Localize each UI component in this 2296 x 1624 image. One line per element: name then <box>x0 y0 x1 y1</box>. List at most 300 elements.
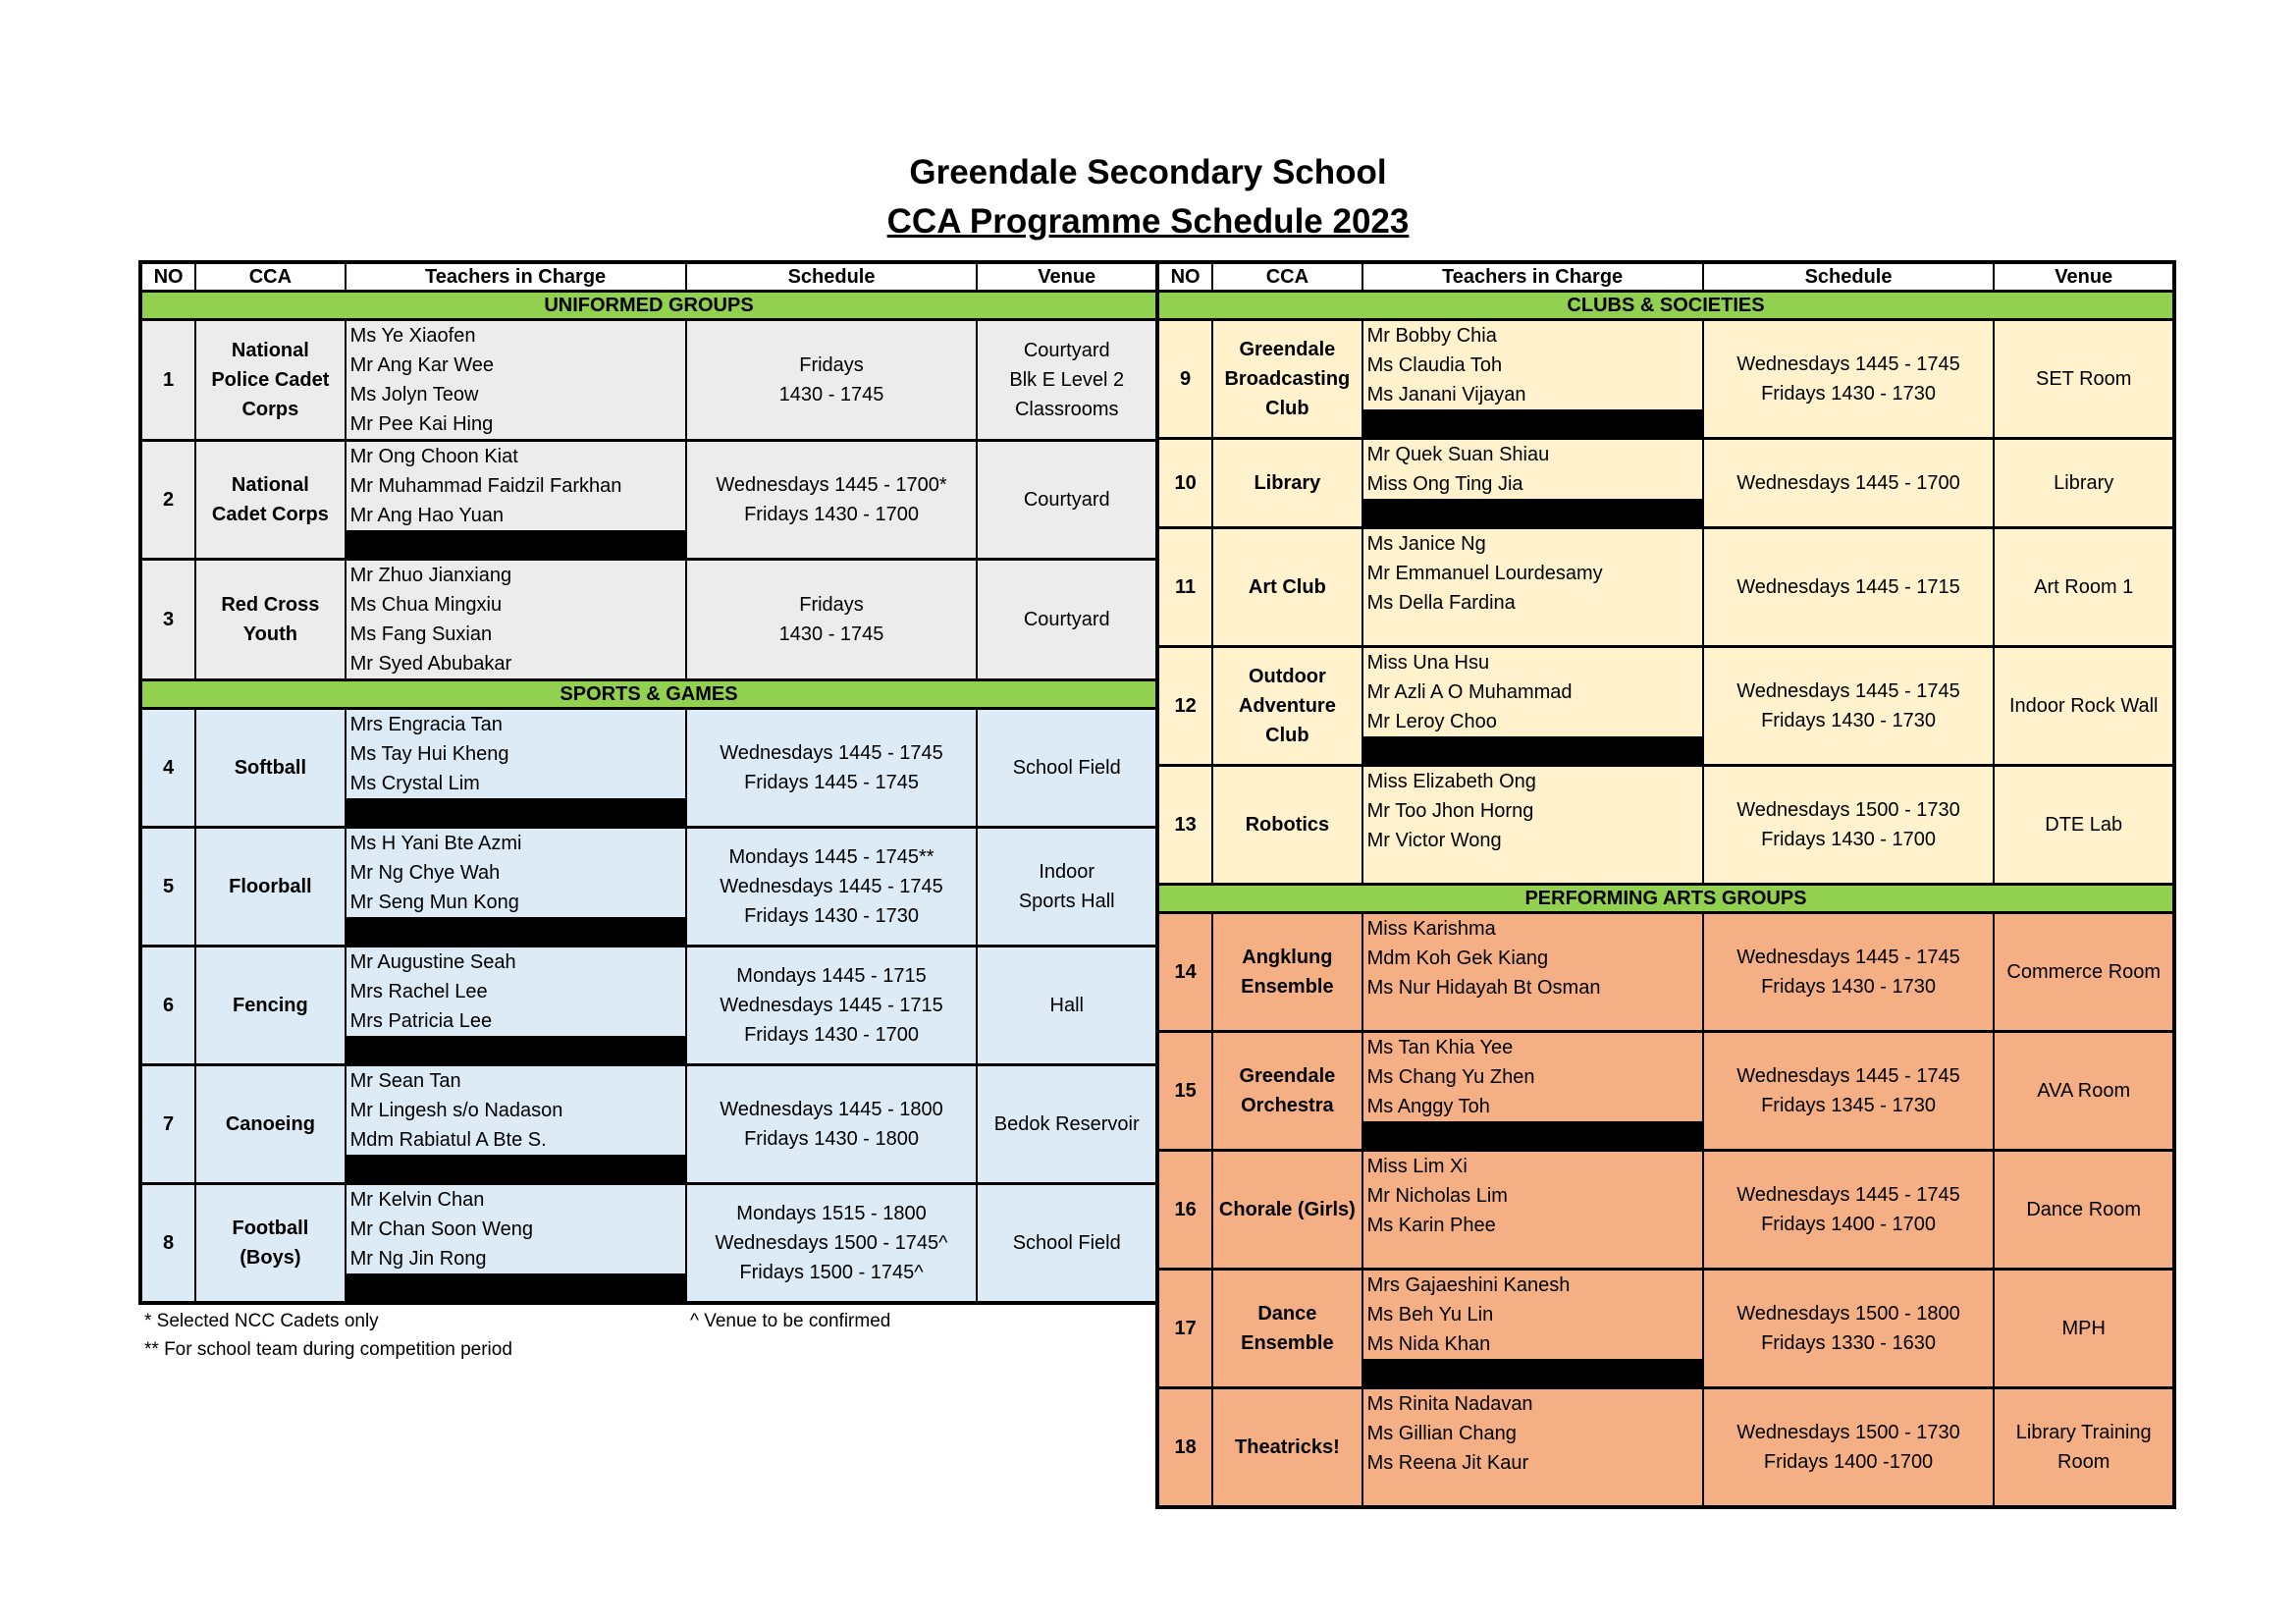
venue <box>977 320 1157 441</box>
teacher-line: Mrs Patricia Lee <box>349 1010 493 1032</box>
venue-line: Art Room 1 <box>2034 576 2134 598</box>
teacher-line: Ms Janani Vijayan <box>1366 384 1526 406</box>
teachers-in-charge <box>1362 1270 1703 1388</box>
cca-row <box>1157 320 2174 439</box>
cca-row <box>140 709 1157 828</box>
cca-name <box>1212 913 1362 1032</box>
schedule-line: Fridays <box>799 354 864 376</box>
cca-name-line: Floorball <box>229 876 312 897</box>
teacher-list <box>347 1185 685 1301</box>
teacher-list <box>1363 1389 1702 1505</box>
col-schedule: Schedule <box>1703 262 1995 292</box>
schedule-line: Fridays 1430 - 1730 <box>744 905 919 927</box>
teacher-line: Mr Kelvin Chan <box>349 1189 485 1211</box>
venue-line: School Field <box>1012 757 1121 779</box>
cca-name-line: Art Club <box>1248 576 1326 598</box>
venue-line: Sports Hall <box>1018 891 1115 912</box>
schedule <box>686 320 978 441</box>
schedule-line: Wednesdays 1445 - 1745 <box>1736 947 1960 968</box>
teacher-line: Mr Emmanuel Lourdesamy <box>1366 563 1603 584</box>
schedule <box>686 441 978 560</box>
teacher-line: Mr Nicholas Lim <box>1366 1185 1508 1207</box>
teachers-in-charge <box>1362 1388 1703 1508</box>
black-bar <box>1363 409 1702 437</box>
cca-number: 11 <box>1157 528 1212 647</box>
cca-name <box>195 320 345 441</box>
venue-line: Courtyard <box>1023 609 1110 630</box>
cca-name <box>1212 647 1362 766</box>
cca-row <box>140 947 1157 1065</box>
venue <box>977 560 1157 680</box>
cca-number: 5 <box>140 828 195 947</box>
cca-name-line: Broadcasting <box>1224 368 1351 390</box>
teacher-line: Mr Ang Kar Wee <box>349 354 494 376</box>
teacher-line: Mr Victor Wong <box>1366 830 1502 851</box>
schedule-line: Fridays 1430 - 1700 <box>744 504 919 525</box>
schedule <box>1703 439 1995 528</box>
schedule-line: Fridays 1430 - 1700 <box>744 1024 919 1046</box>
cca-name-line: Club <box>1265 398 1309 419</box>
schedule-line: Wednesdays 1500 - 1800 <box>1736 1303 1960 1325</box>
cca-number: 9 <box>1157 320 1212 439</box>
teachers-in-charge <box>1362 528 1703 647</box>
schedule-line: Fridays 1430 - 1800 <box>744 1128 919 1150</box>
teacher-list <box>347 1066 685 1182</box>
teachers-in-charge <box>346 1184 686 1304</box>
cca-row <box>140 441 1157 560</box>
schedule-line: Wednesdays 1445 - 1700 <box>1736 472 1960 494</box>
cca-name-line: Orchestra <box>1241 1095 1334 1116</box>
teachers-in-charge <box>346 709 686 828</box>
cca-name <box>195 828 345 947</box>
teacher-line: Mr Ng Jin Rong <box>349 1248 487 1270</box>
cca-number: 6 <box>140 947 195 1065</box>
cca-number: 2 <box>140 441 195 560</box>
venue <box>977 441 1157 560</box>
venue <box>977 828 1157 947</box>
teacher-line: Ms Nur Hidayah Bt Osman <box>1366 977 1601 999</box>
cca-name-line: Angklung <box>1242 947 1333 968</box>
schedule-line: Wednesdays 1445 - 1715 <box>1736 576 1960 598</box>
schedule-table-right <box>1155 260 2176 1509</box>
cca-name-line: Corps <box>241 399 299 420</box>
teacher-line: Ms Reena Jit Kaur <box>1366 1452 1529 1474</box>
schedule-line: Fridays <box>799 594 864 616</box>
cca-name-line: Canoeing <box>225 1113 315 1135</box>
cca-number: 1 <box>140 320 195 441</box>
teacher-spacer <box>1363 855 1702 883</box>
cca-number: 3 <box>140 560 195 680</box>
cca-row <box>1157 1032 2174 1151</box>
col-cca: CCA <box>1212 262 1362 292</box>
schedule-line: Fridays 1430 - 1730 <box>1761 710 1936 731</box>
teacher-list <box>1363 529 1702 645</box>
teacher-line: Ms Beh Yu Lin <box>1366 1304 1494 1326</box>
section-title: CLUBS & SOCIETIES <box>1157 292 2174 320</box>
teacher-line: Ms Jolyn Teow <box>349 384 479 406</box>
teacher-line: Ms Crystal Lim <box>349 773 480 794</box>
teacher-line: Miss Una Hsu <box>1366 652 1490 674</box>
cca-name <box>1212 1270 1362 1388</box>
teacher-line: Mr Ng Chye Wah <box>349 862 501 884</box>
schedule-line: Wednesdays 1445 - 1745 <box>1736 1065 1960 1087</box>
venue-line: School Field <box>1012 1232 1121 1254</box>
schedule-line: Wednesdays 1445 - 1745 <box>1736 680 1960 702</box>
cca-name <box>1212 320 1362 439</box>
teacher-line: Ms Tan Khia Yee <box>1366 1037 1514 1058</box>
cca-name-line: Red Cross <box>221 594 320 616</box>
schedule-line: Wednesdays 1500 - 1730 <box>1736 799 1960 821</box>
cca-name-line: Police Cadet <box>211 369 330 391</box>
teacher-line: Ms Ye Xiaofen <box>349 325 476 347</box>
cca-row <box>1157 647 2174 766</box>
cca-row <box>1157 1151 2174 1270</box>
teacher-list <box>347 710 685 826</box>
venue <box>1994 1032 2174 1151</box>
venue-line: Classrooms <box>1014 399 1119 420</box>
teacher-list <box>1363 1271 1702 1386</box>
cca-row <box>1157 439 2174 528</box>
cca-row <box>1157 528 2174 647</box>
teacher-spacer <box>1363 618 1702 645</box>
schedule-line: Fridays 1400 - 1700 <box>1761 1214 1936 1235</box>
black-bar <box>347 798 685 826</box>
teacher-line: Mrs Gajaeshini Kanesh <box>1366 1274 1571 1296</box>
venue <box>1994 320 2174 439</box>
venue <box>1994 647 2174 766</box>
black-bar <box>347 1273 685 1301</box>
teacher-line: Mr Augustine Seah <box>349 951 516 973</box>
cca-name <box>1212 528 1362 647</box>
venue-line: Dance Room <box>2026 1199 2142 1220</box>
teacher-list <box>347 829 685 945</box>
teacher-line: Mr Bobby Chia <box>1366 325 1497 347</box>
schedule <box>686 1184 978 1304</box>
teachers-in-charge <box>1362 320 1703 439</box>
teacher-list <box>1363 648 1702 764</box>
teacher-line: Mdm Koh Gek Kiang <box>1366 947 1549 969</box>
cca-number: 8 <box>140 1184 195 1304</box>
venue-line: Indoor <box>1039 861 1095 883</box>
page-title: CCA Programme Schedule 2023 <box>886 202 1410 241</box>
schedule-line: Fridays 1400 -1700 <box>1763 1451 1934 1473</box>
teachers-in-charge <box>1362 766 1703 885</box>
header-row <box>1157 262 2174 292</box>
black-bar <box>1363 1359 1702 1386</box>
schedule-line: Mondays 1445 - 1715 <box>736 965 927 987</box>
schedule-line: 1430 - 1745 <box>778 384 884 406</box>
schedule-line: Mondays 1445 - 1745** <box>728 846 934 868</box>
venue-line: Library Training <box>2015 1422 2152 1443</box>
col-no: NO <box>1157 262 1212 292</box>
cca-name <box>1212 1151 1362 1270</box>
teacher-list <box>347 561 685 678</box>
teacher-list <box>1363 1152 1702 1268</box>
schedule-line: Wednesdays 1500 - 1730 <box>1736 1422 1960 1443</box>
teacher-line: Mr Pee Kai Hing <box>349 413 494 435</box>
schedule-line: Fridays 1445 - 1745 <box>744 772 919 793</box>
cca-name <box>195 1184 345 1304</box>
teacher-line: Mr Zhuo Jianxiang <box>349 565 512 586</box>
teachers-in-charge <box>346 441 686 560</box>
schedule <box>1703 1151 1995 1270</box>
schedule-line: Fridays 1330 - 1630 <box>1761 1332 1936 1354</box>
schedule-table-left <box>138 260 1159 1305</box>
teacher-line: Ms Nida Khan <box>1366 1333 1491 1355</box>
cca-name <box>195 1065 345 1184</box>
venue <box>1994 1388 2174 1508</box>
teacher-line: Miss Elizabeth Ong <box>1366 771 1536 792</box>
schedule-line: Fridays 1430 - 1730 <box>1761 383 1936 405</box>
teacher-line: Mr Muhammad Faidzil Farkhan <box>349 475 622 497</box>
venue <box>1994 766 2174 885</box>
cca-name-line: Greendale <box>1239 1065 1336 1087</box>
teacher-line: Mr Chan Soon Weng <box>349 1218 533 1240</box>
venue <box>977 709 1157 828</box>
teacher-list <box>1363 1033 1702 1149</box>
cca-row <box>140 1184 1157 1304</box>
teacher-line: Mrs Rachel Lee <box>349 981 488 1002</box>
venue-line: Bedok Reservoir <box>993 1113 1140 1135</box>
cca-name-line: Adventure <box>1238 695 1336 717</box>
teacher-line: Mr Seng Mun Kong <box>349 892 519 913</box>
black-bar <box>1363 1121 1702 1149</box>
schedule-line: Fridays 1345 - 1730 <box>1761 1095 1936 1116</box>
cca-number: 14 <box>1157 913 1212 1032</box>
schedule <box>1703 647 1995 766</box>
venue-line: Indoor Rock Wall <box>2008 695 2159 717</box>
cca-row <box>140 320 1157 441</box>
cca-name-line: Fencing <box>233 995 308 1016</box>
cca-name <box>1212 1032 1362 1151</box>
schedule-line: Wednesdays 1445 - 1745 <box>720 876 943 897</box>
cca-name <box>1212 1388 1362 1508</box>
venue-line: DTE Lab <box>2045 814 2123 836</box>
teacher-line: Mr Lingesh s/o Nadason <box>349 1100 563 1121</box>
cca-name-line: Library <box>1254 472 1321 494</box>
col-venue: Venue <box>977 262 1157 292</box>
cca-row <box>140 560 1157 680</box>
cca-name <box>195 441 345 560</box>
teacher-line: Mr Quek Suan Shiau <box>1366 444 1550 465</box>
teacher-line: Ms Anggy Toh <box>1366 1096 1490 1117</box>
teacher-line: Ms H Yani Bte Azmi <box>349 833 522 854</box>
section-title: SPORTS & GAMES <box>140 680 1157 709</box>
venue <box>977 1184 1157 1304</box>
teacher-line: Mr Leroy Choo <box>1366 711 1497 732</box>
teacher-line: Ms Fang Suxian <box>349 623 493 645</box>
teacher-list <box>1363 767 1702 883</box>
cca-number: 18 <box>1157 1388 1212 1508</box>
cca-row <box>140 1065 1157 1184</box>
venue-line: Courtyard <box>1023 489 1110 511</box>
cca-name-line: Greendale <box>1239 339 1336 360</box>
header-row <box>140 262 1157 292</box>
cca-row <box>1157 1270 2174 1388</box>
black-bar <box>347 917 685 945</box>
venue-line: Room <box>2057 1451 2110 1473</box>
venue-line: Commerce Room <box>2006 961 2162 983</box>
cca-name <box>195 709 345 828</box>
schedule-line: Wednesdays 1500 - 1745^ <box>715 1232 948 1254</box>
cca-name-line: National <box>231 474 309 496</box>
cca-name-line: Outdoor <box>1248 666 1326 687</box>
cca-name <box>195 560 345 680</box>
cca-number: 15 <box>1157 1032 1212 1151</box>
section-uniformed <box>140 292 1157 320</box>
schedule <box>1703 1270 1995 1388</box>
cca-name-line: (Boys) <box>240 1247 301 1269</box>
schedule-line: 1430 - 1745 <box>778 623 884 645</box>
cca-number: 10 <box>1157 439 1212 528</box>
section-performing <box>1157 885 2174 913</box>
teacher-spacer <box>1363 1002 1702 1030</box>
black-bar <box>1363 736 1702 764</box>
schedule <box>686 828 978 947</box>
black-bar <box>1363 499 1702 526</box>
note-school-team: ** For school team during competition period <box>144 1339 512 1360</box>
black-bar <box>347 1155 685 1182</box>
schedule <box>686 560 978 680</box>
teacher-line: Ms Karin Phee <box>1366 1215 1496 1236</box>
cca-number: 13 <box>1157 766 1212 885</box>
teacher-list <box>347 442 685 558</box>
schedule-line: Wednesdays 1445 - 1745 <box>720 742 943 764</box>
schedule-line: Wednesdays 1445 - 1745 <box>1736 353 1960 375</box>
teachers-in-charge <box>346 320 686 441</box>
schedule-line: Fridays 1500 - 1745^ <box>739 1262 924 1283</box>
schedule-line: Wednesdays 1445 - 1700* <box>716 474 947 496</box>
cca-name-line: Softball <box>234 757 307 779</box>
schedule-line: Fridays 1430 - 1700 <box>1761 829 1936 850</box>
cca-number: 16 <box>1157 1151 1212 1270</box>
section-title: PERFORMING ARTS GROUPS <box>1157 885 2174 913</box>
venue-line: Blk E Level 2 <box>1009 369 1125 391</box>
cca-name-line: Robotics <box>1245 814 1330 836</box>
teacher-line: Mr Sean Tan <box>349 1070 461 1092</box>
teacher-line: Mr Syed Abubakar <box>349 653 512 675</box>
teacher-line: Mr Ang Hao Yuan <box>349 505 504 526</box>
black-bar <box>347 1036 685 1063</box>
teacher-list <box>347 321 685 439</box>
cca-number: 4 <box>140 709 195 828</box>
cca-name-line: Dance <box>1257 1303 1317 1325</box>
venue <box>977 1065 1157 1184</box>
col-schedule: Schedule <box>686 262 978 292</box>
teacher-line: Miss Karishma <box>1366 918 1496 940</box>
teachers-in-charge <box>346 947 686 1065</box>
black-bar <box>347 530 685 558</box>
venue <box>1994 528 2174 647</box>
schedule <box>686 1065 978 1184</box>
venue <box>1994 1151 2174 1270</box>
note-ncc: * Selected NCC Cadets only <box>144 1311 379 1331</box>
col-venue: Venue <box>1994 262 2174 292</box>
venue <box>1994 439 2174 528</box>
venue-line: SET Room <box>2036 368 2132 390</box>
schedule <box>1703 1032 1995 1151</box>
teacher-list <box>1363 440 1702 526</box>
teacher-line: Ms Della Fardina <box>1366 592 1516 614</box>
schedule <box>1703 320 1995 439</box>
schedule-line: Wednesdays 1445 - 1745 <box>1736 1184 1960 1206</box>
teacher-list <box>1363 321 1702 437</box>
teachers-in-charge <box>346 1065 686 1184</box>
teacher-line: Mdm Rabiatul A Bte S. <box>349 1129 547 1151</box>
teacher-line: Ms Claudia Toh <box>1366 354 1503 376</box>
cca-name <box>195 947 345 1065</box>
note-venue-tbc: ^ Venue to be confirmed <box>690 1311 891 1331</box>
cca-name-line: Theatricks! <box>1235 1436 1340 1458</box>
cca-name-line: Cadet Corps <box>211 504 329 525</box>
teacher-spacer <box>1363 1478 1702 1505</box>
section-sports <box>140 680 1157 709</box>
schedule-line: Fridays 1430 - 1730 <box>1761 976 1936 998</box>
cca-name-line: National <box>231 340 309 361</box>
cca-row <box>1157 1388 2174 1508</box>
cca-name <box>1212 439 1362 528</box>
cca-number: 12 <box>1157 647 1212 766</box>
cca-row <box>1157 913 2174 1032</box>
venue-line: Library <box>2054 472 2114 494</box>
col-cca: CCA <box>195 262 345 292</box>
teachers-in-charge <box>1362 439 1703 528</box>
venue-line: Hall <box>1049 995 1084 1016</box>
cca-name <box>1212 766 1362 885</box>
teacher-line: Ms Janice Ng <box>1366 533 1486 555</box>
schedule <box>686 947 978 1065</box>
cca-number: 17 <box>1157 1270 1212 1388</box>
venue <box>977 947 1157 1065</box>
venue <box>1994 1270 2174 1388</box>
teacher-line: Ms Chang Yu Zhen <box>1366 1066 1535 1088</box>
cca-name-line: Chorale (Girls) <box>1218 1199 1356 1220</box>
schedule <box>1703 528 1995 647</box>
teachers-in-charge <box>346 560 686 680</box>
col-teachers: Teachers in Charge <box>1362 262 1703 292</box>
venue <box>1994 913 2174 1032</box>
schedule-line: Wednesdays 1445 - 1715 <box>720 995 943 1016</box>
teacher-line: Ms Gillian Chang <box>1366 1423 1517 1444</box>
teachers-in-charge <box>346 828 686 947</box>
teacher-line: Ms Chua Mingxiu <box>349 594 503 616</box>
schedule <box>1703 766 1995 885</box>
schedule-line: Wednesdays 1445 - 1800 <box>720 1099 943 1120</box>
cca-name-line: Club <box>1265 725 1309 746</box>
venue-line: Courtyard <box>1023 340 1110 361</box>
col-no: NO <box>140 262 195 292</box>
teacher-list <box>347 947 685 1063</box>
teachers-in-charge <box>1362 1032 1703 1151</box>
teacher-line: Mr Ong Choon Kiat <box>349 446 518 467</box>
school-name: Greendale Secondary School <box>909 153 1387 191</box>
teacher-spacer <box>1363 1240 1702 1268</box>
teachers-in-charge <box>1362 913 1703 1032</box>
cca-number: 7 <box>140 1065 195 1184</box>
teachers-in-charge <box>1362 1151 1703 1270</box>
schedule-line: Mondays 1515 - 1800 <box>736 1203 927 1224</box>
section-clubs <box>1157 292 2174 320</box>
teacher-line: Mr Too Jhon Horng <box>1366 800 1534 822</box>
schedule <box>1703 913 1995 1032</box>
teacher-line: Mr Azli A O Muhammad <box>1366 681 1573 703</box>
teacher-list <box>1363 914 1702 1030</box>
cca-row <box>1157 766 2174 885</box>
cca-name-line: Ensemble <box>1241 976 1334 998</box>
teacher-line: Ms Tay Hui Kheng <box>349 743 509 765</box>
schedule <box>686 709 978 828</box>
section-title: UNIFORMED GROUPS <box>140 292 1157 320</box>
